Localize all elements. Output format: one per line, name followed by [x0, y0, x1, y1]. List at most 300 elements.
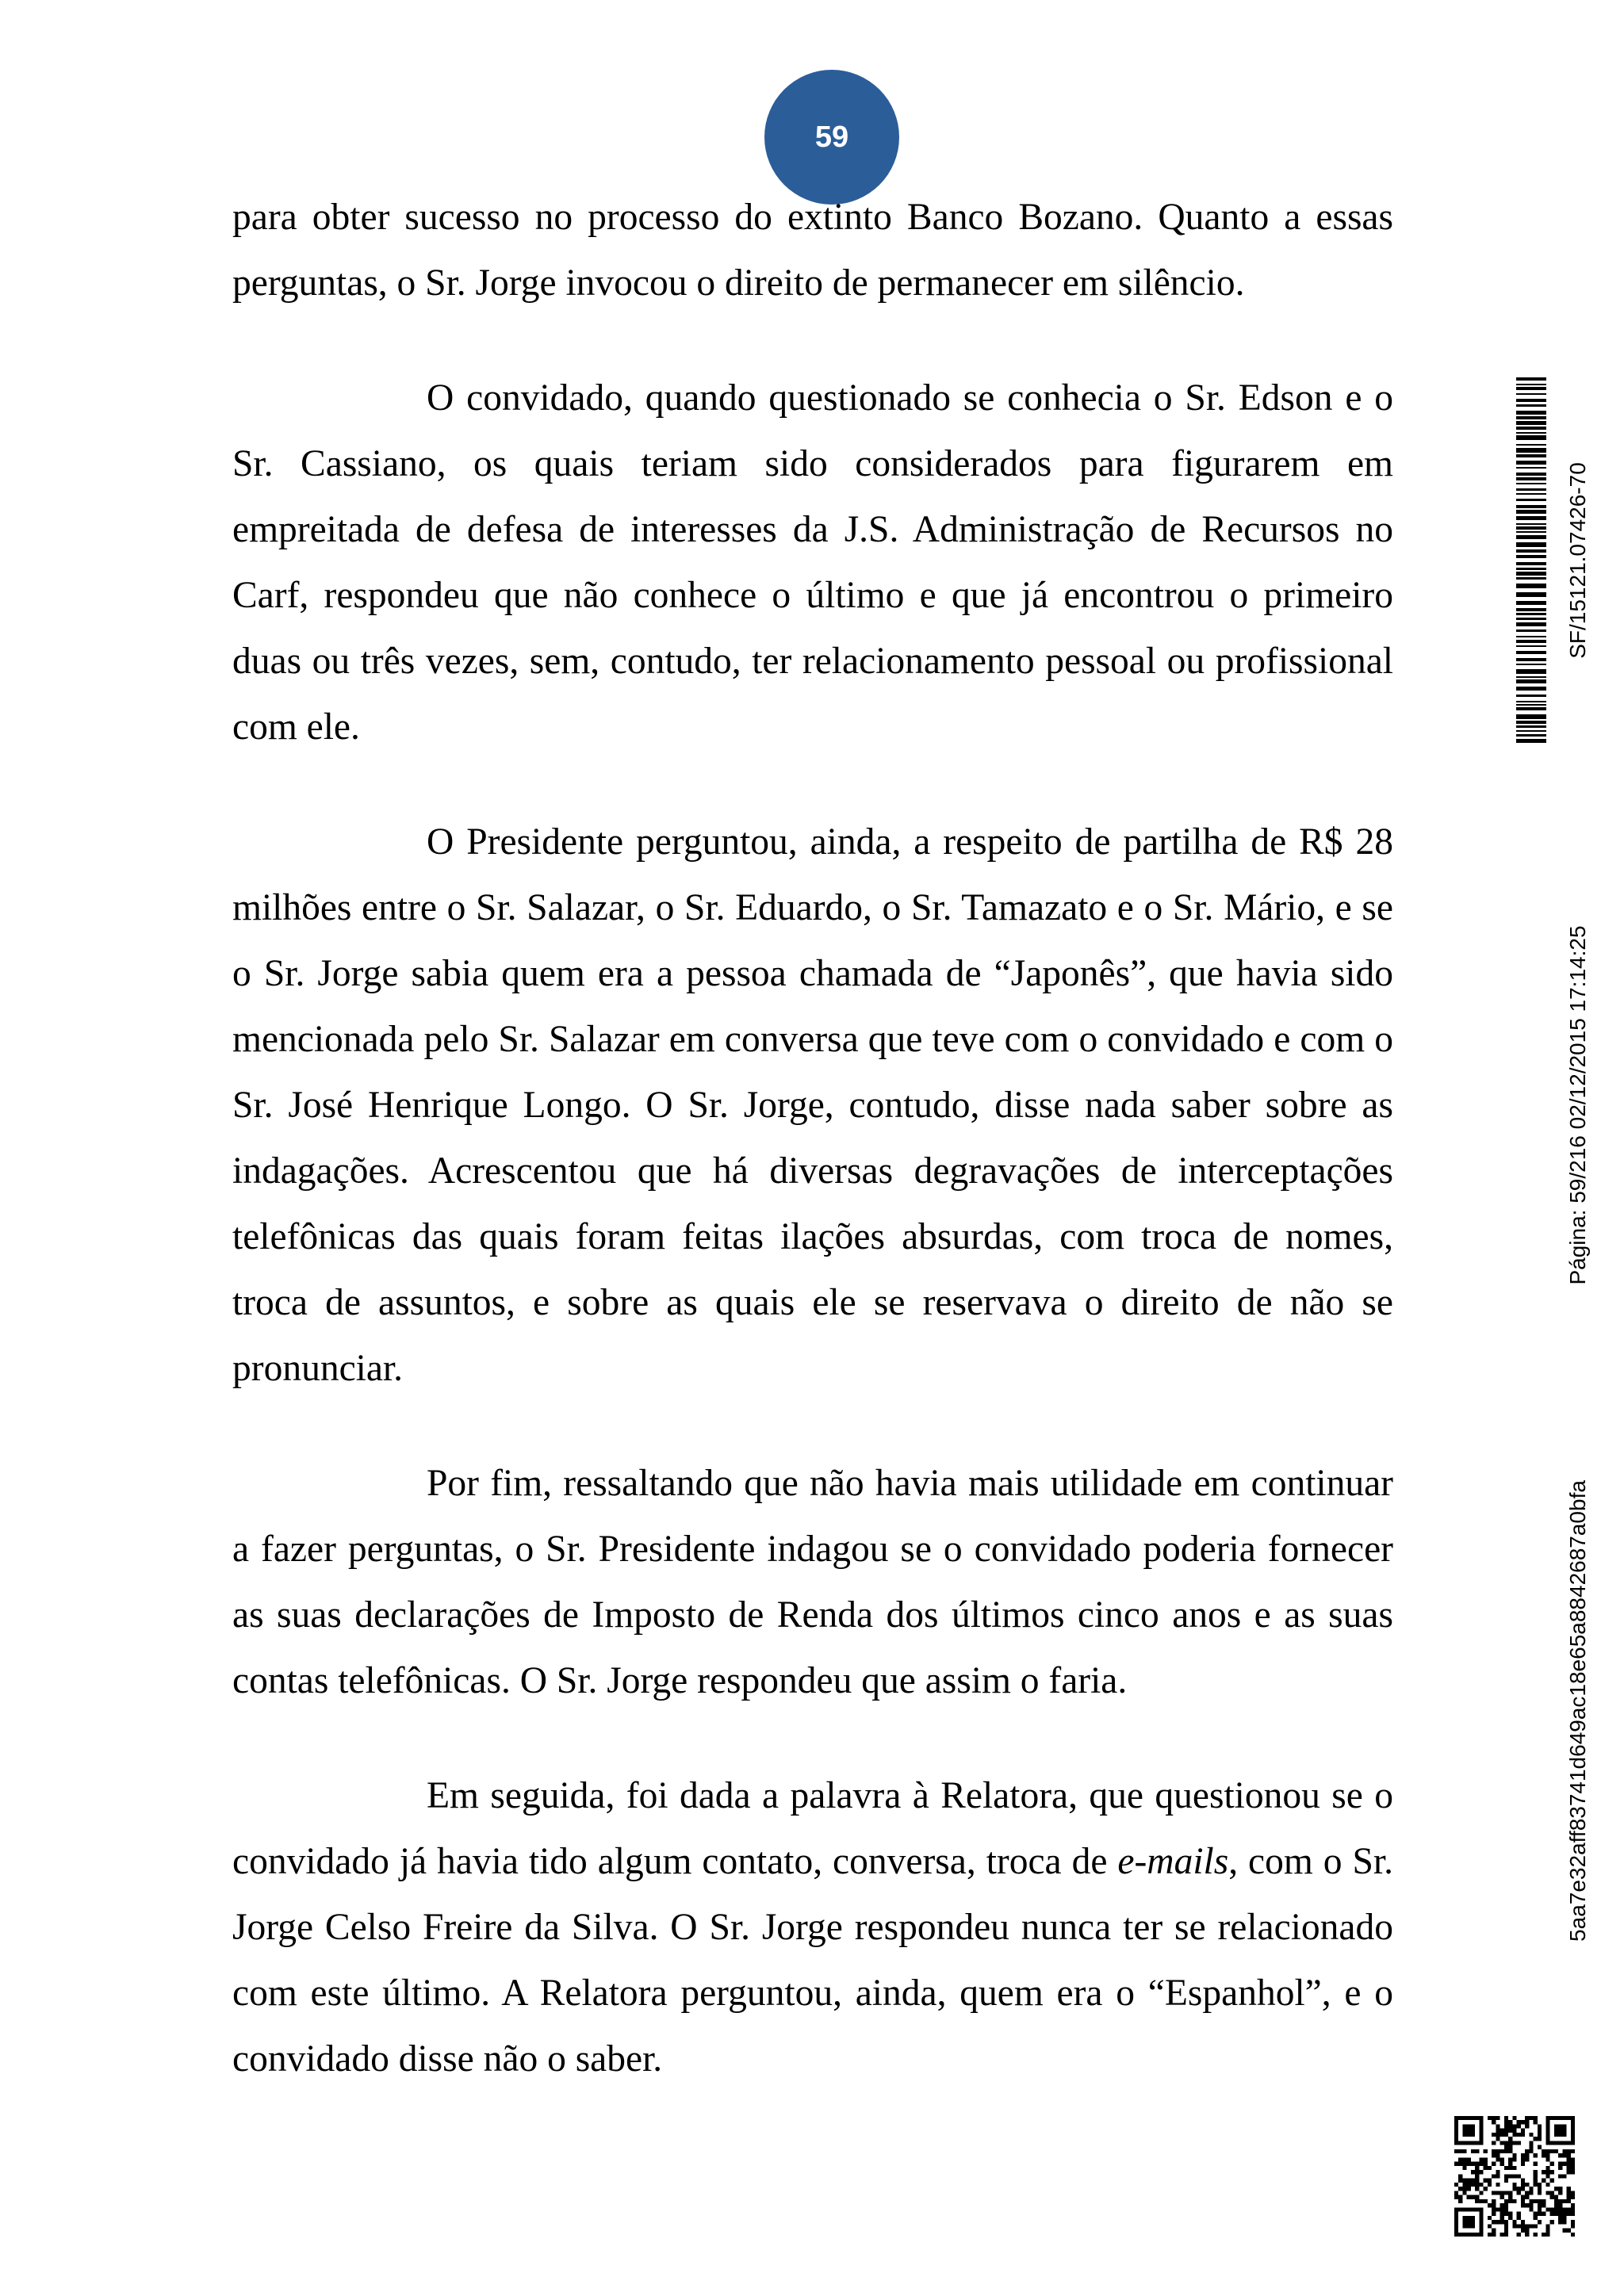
qr-module — [1492, 2229, 1496, 2233]
qr-module — [1545, 2124, 1549, 2128]
qr-module — [1542, 2149, 1545, 2153]
qr-module — [1567, 2212, 1571, 2216]
qr-module — [1529, 2149, 1533, 2153]
qr-module — [1508, 2191, 1512, 2195]
barcode-bar — [1516, 704, 1546, 706]
barcode-bar — [1516, 416, 1546, 419]
qr-module — [1517, 2120, 1521, 2124]
qr-module — [1545, 2133, 1549, 2137]
qr-module — [1534, 2137, 1538, 2141]
qr-module — [1504, 2220, 1508, 2224]
qr-module — [1538, 2220, 1542, 2224]
qr-module — [1567, 2157, 1571, 2161]
qr-module — [1488, 2224, 1492, 2228]
qr-module — [1458, 2199, 1462, 2203]
qr-module — [1525, 2124, 1529, 2128]
qr-module — [1484, 2149, 1488, 2153]
barcode-bar — [1516, 384, 1546, 385]
qr-module — [1500, 2220, 1504, 2224]
qr-module — [1558, 2191, 1562, 2195]
qr-module — [1534, 2212, 1538, 2216]
qr-module — [1558, 2212, 1562, 2216]
qr-module — [1500, 2195, 1504, 2199]
qr-module — [1554, 2129, 1558, 2133]
qr-module — [1467, 2124, 1471, 2128]
qr-module — [1529, 2116, 1533, 2120]
qr-module — [1550, 2170, 1554, 2174]
qr-module — [1454, 2133, 1458, 2137]
qr-module — [1484, 2179, 1488, 2183]
qr-module — [1534, 2116, 1538, 2120]
qr-module — [1554, 2199, 1558, 2203]
qr-module — [1471, 2207, 1475, 2211]
qr-module — [1529, 2187, 1533, 2191]
qr-module — [1504, 2229, 1508, 2233]
qr-module — [1521, 2162, 1525, 2166]
qr-module — [1512, 2141, 1516, 2145]
qr-module — [1512, 2166, 1516, 2170]
qr-module — [1496, 2174, 1500, 2178]
qr-module — [1500, 2141, 1504, 2145]
qr-module — [1521, 2157, 1525, 2161]
qr-module — [1471, 2220, 1475, 2224]
qr-module — [1508, 2216, 1512, 2220]
barcode-bar — [1516, 427, 1546, 430]
qr-module — [1534, 2233, 1538, 2237]
qr-module — [1508, 2145, 1512, 2149]
qr-module — [1545, 2170, 1549, 2174]
document-body — [232, 185, 1393, 2092]
qr-module — [1475, 2116, 1479, 2120]
qr-module — [1554, 2207, 1558, 2211]
qr-module — [1545, 2129, 1549, 2133]
qr-module — [1562, 2174, 1566, 2178]
qr-module — [1484, 2199, 1488, 2203]
barcode-bar — [1516, 542, 1546, 547]
qr-module — [1558, 2203, 1562, 2207]
qr-module — [1562, 2133, 1566, 2137]
qr-module — [1550, 2191, 1554, 2195]
barcode-bar — [1516, 473, 1546, 476]
qr-module — [1508, 2120, 1512, 2124]
qr-module — [1534, 2174, 1538, 2178]
qr-module — [1496, 2137, 1500, 2141]
qr-module — [1562, 2116, 1566, 2120]
qr-module — [1462, 2224, 1466, 2228]
qr-module — [1508, 2195, 1512, 2199]
qr-module — [1467, 2116, 1471, 2120]
qr-module — [1504, 2149, 1508, 2153]
qr-module — [1508, 2129, 1512, 2133]
barcode-bar — [1516, 516, 1546, 520]
qr-module — [1479, 2137, 1483, 2141]
qr-module — [1488, 2179, 1492, 2183]
qr-module — [1542, 2153, 1545, 2157]
qr-module — [1517, 2191, 1521, 2195]
qr-module — [1534, 2120, 1538, 2124]
barcode-bar — [1516, 535, 1546, 539]
qr-module — [1545, 2141, 1549, 2145]
qr-module — [1571, 2120, 1575, 2124]
barcode-bar — [1516, 640, 1546, 643]
qr-module — [1558, 2187, 1562, 2191]
qr-module — [1504, 2129, 1508, 2133]
qr-module — [1462, 2216, 1466, 2220]
qr-module — [1550, 2207, 1554, 2211]
qr-module — [1525, 2229, 1529, 2233]
qr-module — [1554, 2133, 1558, 2137]
barcode-bar — [1516, 645, 1546, 647]
qr-module — [1558, 2162, 1562, 2166]
barcode-bar — [1516, 622, 1546, 626]
qr-module — [1542, 2212, 1545, 2216]
qr-module — [1500, 2129, 1504, 2133]
qr-module — [1458, 2157, 1462, 2161]
qr-module — [1500, 2207, 1504, 2211]
qr-module — [1521, 2133, 1525, 2137]
barcode-bar — [1516, 669, 1546, 674]
qr-module — [1550, 2220, 1554, 2224]
qr-module — [1462, 2129, 1466, 2133]
qr-module — [1558, 2129, 1562, 2133]
qr-module — [1545, 2137, 1549, 2141]
barcode-bar — [1516, 568, 1546, 570]
barcode-bar — [1516, 730, 1546, 732]
qr-module — [1521, 2183, 1525, 2187]
qr-module — [1558, 2166, 1562, 2170]
qr-module — [1512, 2133, 1516, 2137]
qr-module — [1508, 2149, 1512, 2153]
paragraph-3: O Presidente perguntou, ainda, a respeito de partilha de R$ 28 milhões entre o Sr. Salazar, o Sr. Eduardo, o Sr. Tamazato e o Sr. Mário, e se o Sr. Jorge sabia quem era a pessoa chamada de “Japonês”, que havia sido mencionada pelo Sr. Salazar em conversa que teve com o convidado e com o Sr. José Henrique Longo. O Sr. Jorge, contudo, disse nada saber sobre as indagações. Acrescentou que há diversas degravações de interceptações telefônicas das quais foram feitas ilações absurdas, com troca de nomes, troca de assuntos, e sobre as quais ele se reservava o direito de não se pronunciar. — [232, 821, 1393, 1389]
qr-module — [1571, 2233, 1575, 2237]
qr-module — [1458, 2116, 1462, 2120]
qr-module — [1467, 2133, 1471, 2137]
barcode-bar — [1516, 435, 1546, 440]
qr-module — [1558, 2220, 1562, 2224]
qr-module — [1454, 2141, 1458, 2145]
qr-module — [1534, 2170, 1538, 2174]
barcode-bar — [1516, 404, 1546, 407]
qr-module — [1475, 2149, 1479, 2153]
qr-module — [1454, 2116, 1458, 2120]
qr-module — [1545, 2229, 1549, 2233]
qr-module — [1538, 2207, 1542, 2211]
qr-module — [1479, 2212, 1483, 2216]
qr-module — [1500, 2157, 1504, 2161]
qr-module — [1571, 2137, 1575, 2141]
qr-module — [1512, 2220, 1516, 2224]
qr-module — [1496, 2129, 1500, 2133]
qr-module — [1479, 2207, 1483, 2211]
barcode-bar — [1516, 577, 1546, 580]
qr-module — [1492, 2220, 1496, 2224]
qr-module — [1462, 2187, 1466, 2191]
qr-module — [1554, 2187, 1558, 2191]
qr-module — [1454, 2216, 1458, 2220]
barcode-bar — [1516, 601, 1546, 605]
qr-module — [1567, 2229, 1571, 2233]
barcode-bar — [1516, 584, 1546, 588]
qr-module — [1550, 2195, 1554, 2199]
qr-module — [1571, 2212, 1575, 2216]
qr-module — [1492, 2191, 1496, 2195]
qr-module — [1571, 2124, 1575, 2128]
qr-module — [1571, 2157, 1575, 2161]
qr-module — [1562, 2141, 1566, 2145]
qr-module — [1545, 2116, 1549, 2120]
barcode-bar — [1516, 592, 1546, 597]
barcode-bar — [1516, 505, 1546, 508]
qr-module — [1504, 2120, 1508, 2124]
barcode-bar — [1516, 721, 1546, 724]
qr-module — [1508, 2124, 1512, 2128]
qr-module — [1562, 2149, 1566, 2153]
qr-module — [1545, 2120, 1549, 2124]
qr-module — [1462, 2149, 1466, 2153]
qr-module — [1504, 2203, 1508, 2207]
qr-module — [1462, 2233, 1466, 2237]
barcode-bar — [1516, 444, 1546, 446]
qr-module — [1571, 2203, 1575, 2207]
qr-module — [1562, 2124, 1566, 2128]
qr-module — [1534, 2162, 1538, 2166]
qr-module — [1467, 2162, 1471, 2166]
qr-module — [1512, 2157, 1516, 2161]
paragraph-5-part-2: , com o Sr. Jorge Celso Freire da Silva. O Sr. Jorge respondeu nunca ter se relacionado com este último. A Relatora perguntou, ainda, quem era o “Espanhol”, e o convidado disse não o saber. — [232, 1841, 1393, 2080]
qr-module — [1542, 2233, 1545, 2237]
qr-module — [1508, 2162, 1512, 2166]
qr-module — [1571, 2162, 1575, 2166]
qr-module — [1500, 2162, 1504, 2166]
qr-module — [1517, 2212, 1521, 2216]
qr-module — [1529, 2133, 1533, 2137]
barcode-bar — [1516, 531, 1546, 533]
qr-module — [1571, 2116, 1575, 2120]
qr-module — [1484, 2187, 1488, 2191]
qr-module — [1571, 2207, 1575, 2211]
qr-module — [1545, 2224, 1549, 2228]
qr-module — [1488, 2216, 1492, 2220]
qr-module — [1492, 2133, 1496, 2137]
barcode-bar — [1516, 701, 1546, 702]
qr-module — [1454, 2229, 1458, 2233]
qr-module — [1562, 2199, 1566, 2203]
qr-module — [1475, 2183, 1479, 2187]
qr-module — [1462, 2207, 1466, 2211]
qr-module — [1538, 2124, 1542, 2128]
qr-module — [1504, 2141, 1508, 2145]
qr-module — [1542, 2170, 1545, 2174]
qr-module — [1479, 2141, 1483, 2145]
qr-module — [1542, 2179, 1545, 2183]
qr-module — [1496, 2183, 1500, 2187]
qr-module — [1454, 2191, 1458, 2195]
qr-module — [1529, 2203, 1533, 2207]
qr-module — [1571, 2191, 1575, 2195]
qr-module — [1567, 2141, 1571, 2145]
qr-module — [1554, 2195, 1558, 2199]
qr-module — [1462, 2179, 1466, 2183]
qr-module — [1454, 2120, 1458, 2124]
barcode-bar — [1516, 377, 1546, 381]
qr-module — [1558, 2153, 1562, 2157]
barcode-bar — [1516, 687, 1546, 691]
qr-module — [1488, 2116, 1492, 2120]
qr-module — [1492, 2141, 1496, 2145]
qr-module — [1538, 2199, 1542, 2203]
qr-module — [1454, 2149, 1458, 2153]
qr-module — [1458, 2162, 1462, 2166]
qr-module — [1454, 2212, 1458, 2216]
barcode-bar — [1516, 608, 1546, 611]
qr-module — [1467, 2141, 1471, 2145]
qr-module — [1571, 2195, 1575, 2199]
qr-module — [1504, 2224, 1508, 2228]
qr-module — [1512, 2174, 1516, 2178]
qr-module — [1562, 2229, 1566, 2233]
qr-module — [1467, 2195, 1471, 2199]
emails-emphasis: e-mails — [1117, 1841, 1229, 1882]
qr-module — [1562, 2129, 1566, 2133]
barcode-bar — [1516, 695, 1546, 697]
qr-module — [1567, 2170, 1571, 2174]
barcode-bar — [1516, 461, 1546, 465]
qr-module — [1512, 2116, 1516, 2120]
qr-module — [1545, 2149, 1549, 2153]
qr-module — [1479, 2133, 1483, 2137]
page-info: Página: 59/216 02/12/2015 17:14:25 — [1565, 925, 1590, 1285]
qr-module — [1496, 2149, 1500, 2153]
barcode-bar — [1516, 467, 1546, 469]
qr-module — [1562, 2153, 1566, 2157]
qr-module — [1567, 2207, 1571, 2211]
qr-module — [1529, 2224, 1533, 2228]
qr-module — [1467, 2207, 1471, 2211]
qr-module — [1512, 2153, 1516, 2157]
qr-module — [1454, 2224, 1458, 2228]
qr-module — [1471, 2141, 1475, 2145]
qr-module — [1521, 2195, 1525, 2199]
qr-module — [1545, 2166, 1549, 2170]
qr-module — [1512, 2224, 1516, 2228]
qr-module — [1538, 2212, 1542, 2216]
barcode-image — [1516, 377, 1546, 744]
qr-module — [1517, 2124, 1521, 2128]
qr-module — [1488, 2203, 1492, 2207]
barcode-bar — [1516, 421, 1546, 425]
qr-module — [1462, 2183, 1466, 2187]
qr-module — [1567, 2149, 1571, 2153]
qr-module — [1525, 2191, 1529, 2195]
paragraph-4: Por fim, ressaltando que não havia mais utilidade em continuar a fazer perguntas, o Sr. Presidente indagou se o convidado poderia fornecer as suas declarações de Imposto de Renda dos últimos cinco anos e as suas contas telefônicas. O Sr. Jorge respondeu que assim o faria. — [232, 1463, 1393, 1701]
qr-module — [1496, 2170, 1500, 2174]
barcode-bar — [1516, 523, 1546, 525]
qr-module — [1567, 2153, 1571, 2157]
qr-module — [1504, 2116, 1508, 2120]
qr-module — [1550, 2116, 1554, 2120]
qr-module — [1462, 2141, 1466, 2145]
qr-module — [1567, 2162, 1571, 2166]
qr-module — [1529, 2141, 1533, 2145]
qr-module — [1508, 2141, 1512, 2145]
qr-module — [1525, 2149, 1529, 2153]
qr-module — [1562, 2162, 1566, 2166]
qr-module — [1458, 2187, 1462, 2191]
barcode-bar — [1516, 454, 1546, 457]
qr-module — [1467, 2157, 1471, 2161]
qr-module — [1529, 2199, 1533, 2203]
qr-module — [1558, 2124, 1562, 2128]
qr-module — [1571, 2149, 1575, 2153]
qr-module — [1496, 2133, 1500, 2137]
qr-module — [1550, 2179, 1554, 2183]
barcode-bar — [1516, 510, 1546, 514]
qr-module — [1521, 2203, 1525, 2207]
barcode-bar — [1516, 679, 1546, 683]
qr-module — [1475, 2233, 1479, 2237]
qr-module — [1550, 2141, 1554, 2145]
qr-module — [1496, 2191, 1500, 2195]
qr-module — [1479, 2124, 1483, 2128]
barcode-bar — [1516, 714, 1546, 719]
qr-module — [1517, 2187, 1521, 2191]
qr-module — [1458, 2149, 1462, 2153]
qr-module — [1508, 2137, 1512, 2141]
qr-module — [1504, 2179, 1508, 2183]
qr-module — [1538, 2203, 1542, 2207]
qr-module — [1538, 2183, 1542, 2187]
qr-module — [1538, 2133, 1542, 2137]
qr-module — [1471, 2183, 1475, 2187]
qr-module — [1454, 2124, 1458, 2128]
qr-module — [1571, 2129, 1575, 2133]
qr-module — [1512, 2199, 1516, 2203]
barcode-bar — [1516, 618, 1546, 620]
barcode-bar — [1516, 387, 1546, 390]
barcode-bar — [1516, 739, 1546, 743]
barcode-bar — [1516, 499, 1546, 501]
qr-module — [1467, 2233, 1471, 2237]
qr-module — [1475, 2170, 1479, 2174]
barcode-bar — [1516, 555, 1546, 558]
paragraph-5 — [232, 1763, 1393, 2092]
qr-module — [1479, 2120, 1483, 2124]
qr-module — [1512, 2129, 1516, 2133]
qr-module — [1504, 2233, 1508, 2237]
qr-module — [1471, 2116, 1475, 2120]
barcode-bar — [1516, 411, 1546, 415]
qr-module — [1471, 2216, 1475, 2220]
qr-module — [1538, 2187, 1542, 2191]
qr-module — [1454, 2207, 1458, 2211]
qr-module — [1521, 2187, 1525, 2191]
barcode-bar — [1516, 432, 1546, 434]
qr-module — [1454, 2129, 1458, 2133]
qr-module — [1534, 2179, 1538, 2183]
paragraph-5-part-1: Em seguida, foi dada a palavra à Relatora, que questionou se o convidado já havia tido algum contato, conversa, troca de — [232, 1775, 1393, 1882]
qr-module — [1525, 2224, 1529, 2228]
barcode-bar — [1516, 393, 1546, 395]
qr-module — [1545, 2157, 1549, 2161]
qr-module — [1479, 2216, 1483, 2220]
qr-module — [1479, 2199, 1483, 2203]
qr-module — [1462, 2133, 1466, 2137]
paragraph-2: O convidado, quando questionado se conhecia o Sr. Edson e o Sr. Cassiano, os quais teriam sido considerados para figurarem em empreitada de defesa de interesses da J.S. Administração de Recursos no Carf, respondeu que não conhece o último e que já encontrou o primeiro duas ou três vezes, sem, contudo, ter relacionamento pessoal ou profissional com ele. — [232, 377, 1393, 748]
qr-module — [1471, 2224, 1475, 2228]
qr-module — [1571, 2133, 1575, 2137]
qr-module — [1492, 2120, 1496, 2124]
qr-module — [1558, 2116, 1562, 2120]
